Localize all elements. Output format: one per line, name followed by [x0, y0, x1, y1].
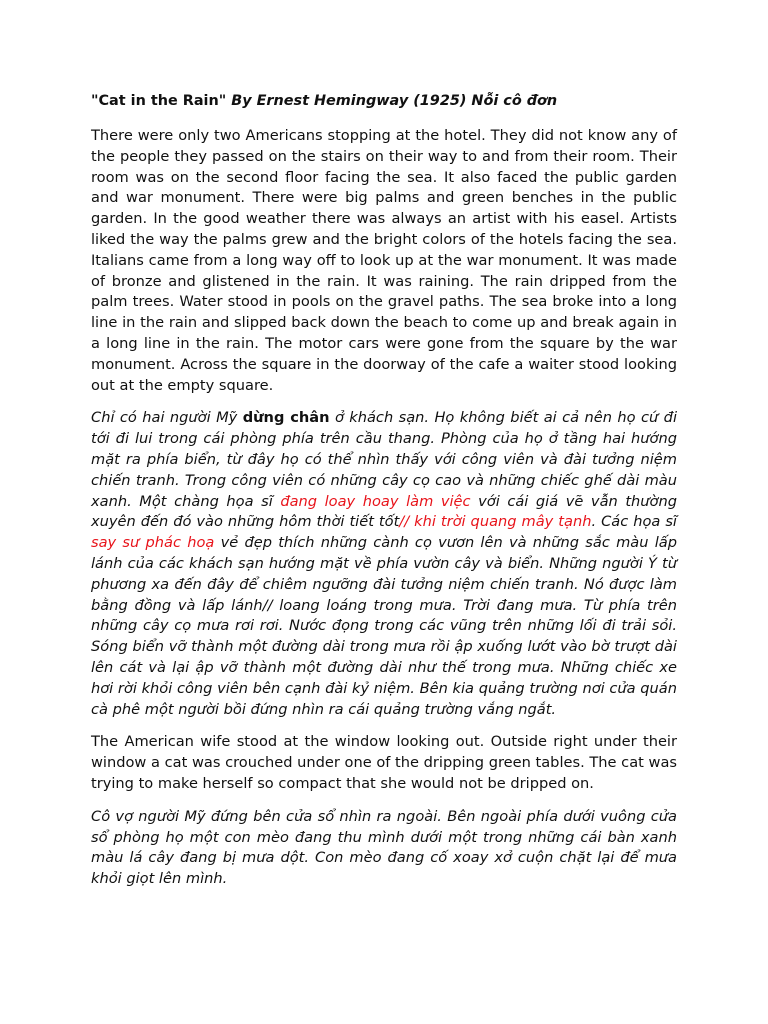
paragraph-english-2: The American wife stood at the window looking out. Outside right under their window a cat was crouched under one of the dripping green tables. The cat was trying to make herself so compact that she would not be dripped on.: [91, 733, 677, 792]
paragraph-english-1: There were only two Americans stopping at the hotel. They did not know any of the people they passed on the stairs on their way to and from their room. Their room was on the second floor facing the sea. It also faced the public garden and war monument. There were big palms and green benches in the public garden. In the good weather there was always an artist with his easel. Artists liked the way the palms grew and the bright colors of the hotels facing the sea. Italians came from a long way off to look up at the war monument. It was made of bronze and glistened in the rain. It was raining. The rain dripped from the palm trees. Water stood in pools on the gravel paths. The sea broke into a long line in the rain and slipped back down the beach to come up and break again in a long line in the rain. The motor cars were gone from the square by the war monument. Across the square in the doorway of the cafe a waiter stood looking out at the empty square.: [91, 127, 677, 394]
title-quoted: "Cat in the Rain": [91, 93, 227, 109]
vi1-text-1: Chỉ có hai người Mỹ: [91, 409, 243, 427]
vi1-bold-phrase: dừng chân: [242, 409, 330, 427]
vi1-highlight-2: // khi trời quang mây tạnh: [399, 513, 592, 531]
vi1-text-4: . Các họa sĩ: [591, 513, 677, 531]
vi1-highlight-3: say sư phác hoạ: [91, 534, 215, 552]
paragraph-vietnamese-1: [91, 408, 677, 720]
vi1-text-5: vẻ đẹp thích những cành cọ vươn lên và những sắc màu lấp lánh của các khách sạn hướng mặt về phía vườn cây và biển. Những người Ý từ phương xa đến đây để chiêm ngưỡng đài tưởng niệm chiến tranh. Nó được làm bằng đồng và lấp lánh// loang loáng trong mưa. Trời đang mưa. Từ phía trên những cây cọ mưa rơi rơi. Nước đọng trong các vũng trên những lối đi trải sỏi. Sóng biển vỡ thành một đường dài trong mưa rồi ập xuống lướt vào bờ trượt dài lên cát và lại ập vỡ thành một đường dài như thế trong mưa. Những chiếc xe hơi rời khỏi công viên bên cạnh đài kỷ niệm. Bên kia quảng trường nơi cửa quán cà phê một người bồi đứng nhìn ra cái quảng trường vắng ngắt.: [91, 534, 677, 718]
vi1-text-3: với cái giá vẽ vẫn thường xuyên đến đó vào những hôm thời tiết tốt: [91, 492, 677, 531]
vi1-text-2: ở khách sạn. Họ không biết ai cả nên họ cứ đi tới đi lui trong cái phòng phía trên cầu thang. Phòng của họ ở tầng hai hướng mặt ra phía biển, từ đây họ có thể nhìn thấy với công viên và đài tưởng niệm chiến tranh. Trong công viên có những cây cọ cao và những chiếc ghế dài màu xanh. Một chàng họa sĩ: [91, 409, 677, 510]
vi1-highlight-1: đang loay hoay làm việc: [280, 492, 471, 510]
document-title: [91, 90, 677, 112]
title-byline: By Ernest Hemingway (1925) Nỗi cô đơn: [231, 93, 558, 109]
paragraph-vietnamese-2: Cô vợ người Mỹ đứng bên cửa sổ nhìn ra ngoài. Bên ngoài phía dưới vuông cửa sổ phòng họ một con mèo đang thu mình dưới một trong những cái bàn xanh màu lá cây đang bị mưa dột. Con mèo đang cố xoay xở cuộn chặt lại để mưa khỏi giọt lên mình.: [91, 807, 677, 888]
